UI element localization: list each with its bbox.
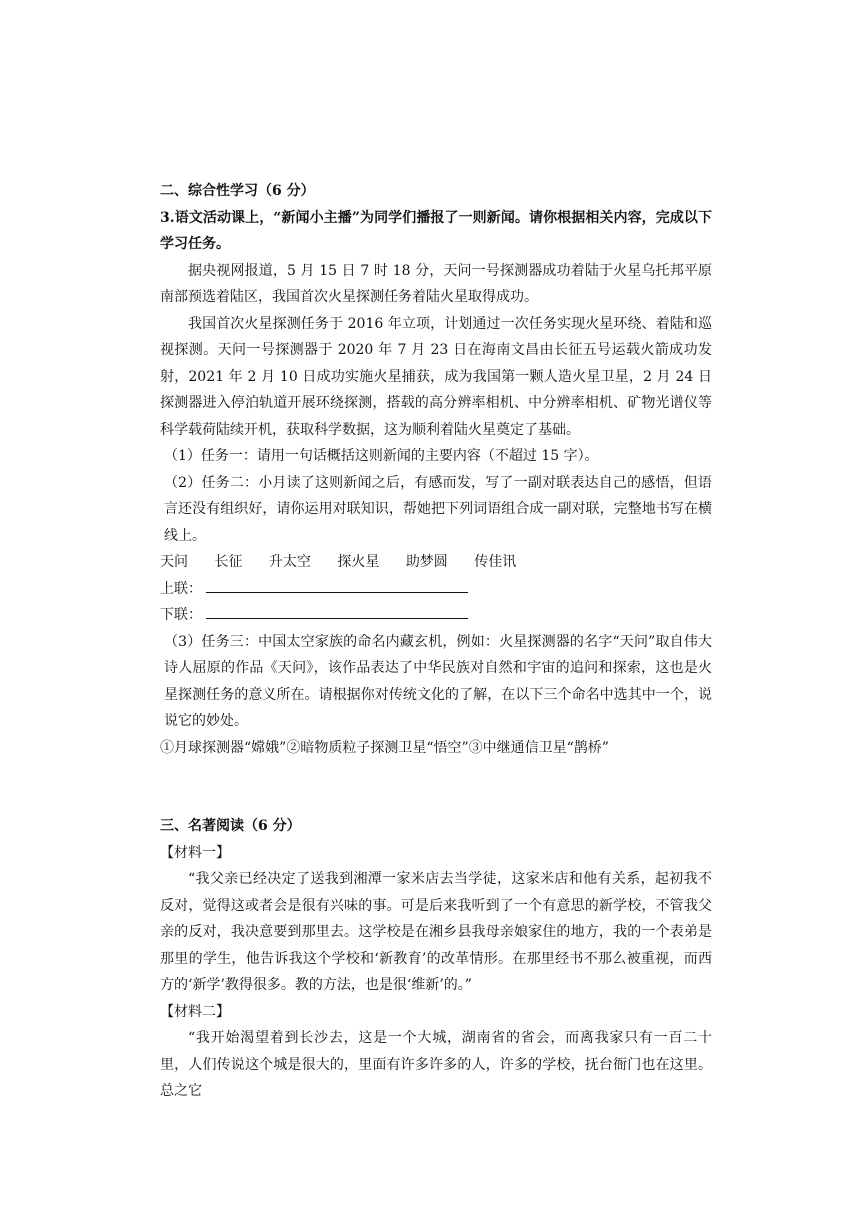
word-item: 探火星 <box>337 554 380 570</box>
upper-couplet-answer-line[interactable] <box>206 577 468 593</box>
material-2-label: 【材料二】 <box>160 1003 230 1020</box>
page-content <box>160 178 712 1105</box>
word-item: 传佳讯 <box>474 554 517 570</box>
material-2-text: “我开始渴望着到长沙去，这是一个大城，湖南省的省会，而离我家只有一百二十里，人们传说这个城是很大的，里面有许多许多的人，许多的学校，抚台衙门也在这里。总之它 <box>160 1030 712 1099</box>
material-1-text: “我父亲已经决定了送我到湘潭一家米店去当学徒，这家米店和他有关系，起初我不反对，觉得这或者会是很有兴味的事。可是后来我听到了一个有意思的新学校，不管我父亲的反对，我决意要到那里去。这学校是在湘乡县我母亲娘家住的地方，我的一个表弟是那里的学生，他告诉我这个学校和‘新教育’的改革情形。在那里经书不那么被重视，而西方的‘新学’教得很多。教的方法，也是很‘维新’的。” <box>160 871 712 993</box>
word-list <box>160 549 712 576</box>
section-heading-comprehensive-learning: 二、综合性学习（6 分） <box>160 183 315 199</box>
news-paragraph-2: 我国首次火星探测任务于 2016 年立项，计划通过一次任务实现火星环绕、着陆和巡视探测。天问一号探测器于 2020 年 7 月 23 日在海南文昌由长征五号运载火箭成功发射，2021 年 2 月 10 日成功实施火星捕获，成为我国第一颗人造火星卫星，2 月 24 日探测器进入停泊轨道开展环绕探测，搭载的高分辨率相机、中分辨率相机、矿物光谱仪等科学载荷陆续开机，获取科学数据，这为顺利着陆火星奠定了基础。 <box>160 315 712 438</box>
word-item: 升太空 <box>268 554 311 570</box>
section-spacer <box>160 761 712 813</box>
upper-couplet-label: 上联： <box>160 580 202 597</box>
task-3: （3）任务三：中国太空家族的命名内藏玄机，例如：火星探测器的名字“天问”取自伟大诗人屈原的作品《天问》，该作品表达了中华民族对自然和宇宙的追问和探索，这也是火星探测任务的意义所在。请根据你对传统文化的了解，在以下三个命名中选其中一个，说说它的妙处。 <box>164 633 712 729</box>
lower-couplet-label: 下联： <box>160 607 202 623</box>
question-3-prompt: 3.语文活动课上，“新闻小主播”为同学们播报了一则新闻。请你根据相关内容，完成以下学习任务。 <box>160 209 712 252</box>
word-item: 天问 <box>160 554 188 570</box>
task-2: （2）任务二：小月读了这则新闻之后，有感而发，写了一副对联表达自己的感悟，但语言还没有组织好，请你运用对联知识，帮她把下列词语组合成一副对联，完整地书写在横线上。 <box>164 474 712 544</box>
upper-couplet-row <box>160 576 712 603</box>
lower-couplet-row <box>160 602 712 629</box>
section-heading-classic-reading: 三、名著阅读（6 分） <box>160 818 301 834</box>
task-1: （1）任务一：请用一句话概括这则新闻的主要内容（不超过 15 字）。 <box>164 448 599 464</box>
naming-options: ①月球探测器“嫦娥”②暗物质粒子探测卫星“悟空”③中继通信卫星“鹊桥” <box>160 739 609 756</box>
word-item: 助梦圆 <box>405 554 448 570</box>
news-paragraph-1: 据央视网报道，5 月 15 日 7 时 18 分，天问一号探测器成功着陆于火星乌托邦平原南部预选着陆区，我国首次火星探测任务着陆火星取得成功。 <box>160 262 712 305</box>
material-1-label: 【材料一】 <box>160 844 230 861</box>
word-item: 长征 <box>214 554 243 570</box>
lower-couplet-answer-line[interactable] <box>206 603 468 619</box>
